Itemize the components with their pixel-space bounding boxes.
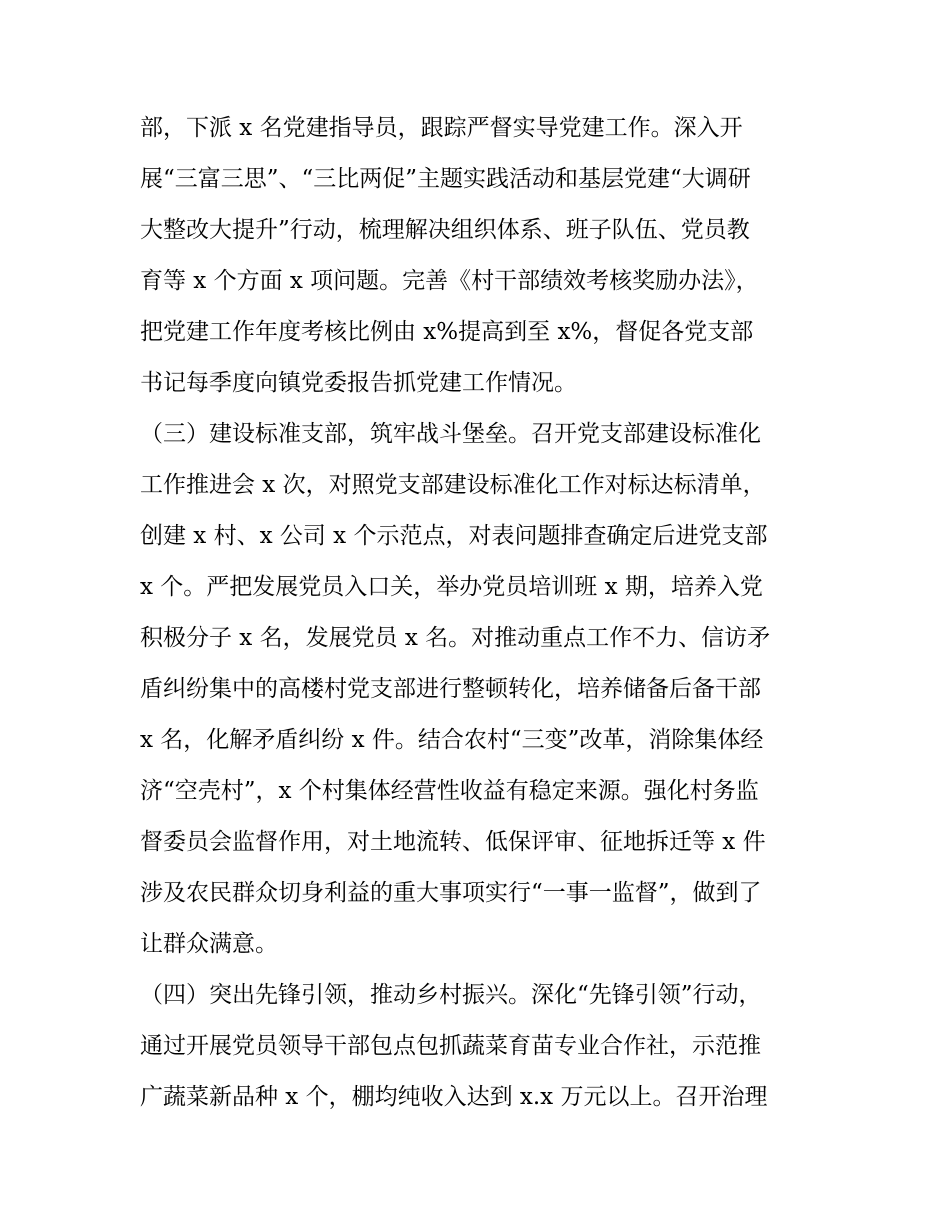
text-line: 让群众满意。 [140,931,278,957]
section-heading-line: （四）突出先锋引领，推动乡村振兴。深化“先锋引领”行动， [140,982,762,1008]
text-line: x 名，化解矛盾纠纷 x 件。结合农村“三变”改革，消除集体经 [140,727,764,753]
text-line: 大整改大提升”行动，梳理解决组织体系、班子队伍、党员教 [140,217,750,243]
text-line: 书记每季度向镇党委报告抓党建工作情况。 [140,370,577,396]
text-line: 把党建工作年度考核比例由 x%提高到至 x%，督促各党支部 [140,319,754,345]
text-line: 育等 x 个方面 x 项问题。完善《村干部绩效考核奖励办法》， [140,268,759,294]
text-line: 广蔬菜新品种 x 个，棚均纯收入达到 x.x 万元以上。召开治理 [140,1084,768,1110]
text-line: 积极分子 x 名，发展党员 x 名。对推动重点工作不力、信访矛 [140,625,771,651]
text-line: 展“三富三思”、“三比两促”主题实践活动和基层党建“大调研 [140,166,751,192]
text-line: 济“空壳村”，x 个村集体经营性收益有稳定来源。强化村务监 [140,778,759,804]
text-line: 部，下派 x 名党建指导员，跟踪严督实导党建工作。深入开 [140,115,743,141]
text-line: 督委员会监督作用，对土地流转、低保评审、征地拆迁等 x 件 [140,829,766,855]
text-line: 工作推进会 x 次，对照党支部建设标准化工作对标达标清单， [140,472,766,498]
text-line: 涉及农民群众切身利益的重大事项实行“一事一监督”，做到了 [140,880,762,906]
text-line: 盾纠纷集中的高楼村党支部进行整顿转化，培养储备后备干部 [140,676,761,702]
text-line: 创建 x 村、x 公司 x 个示范点，对表问题排查确定后进党支部 [140,523,768,549]
text-line: x 个。严把发展党员入口关，举办党员培训班 x 期，培养入党 [140,574,763,600]
text-line: 通过开展党员领导干部包点包抓蔬菜育苗专业合作社，示范推 [140,1033,761,1059]
section-heading-line: （三）建设标准支部，筑牢战斗堡垒。召开党支部建设标准化 [140,421,761,447]
